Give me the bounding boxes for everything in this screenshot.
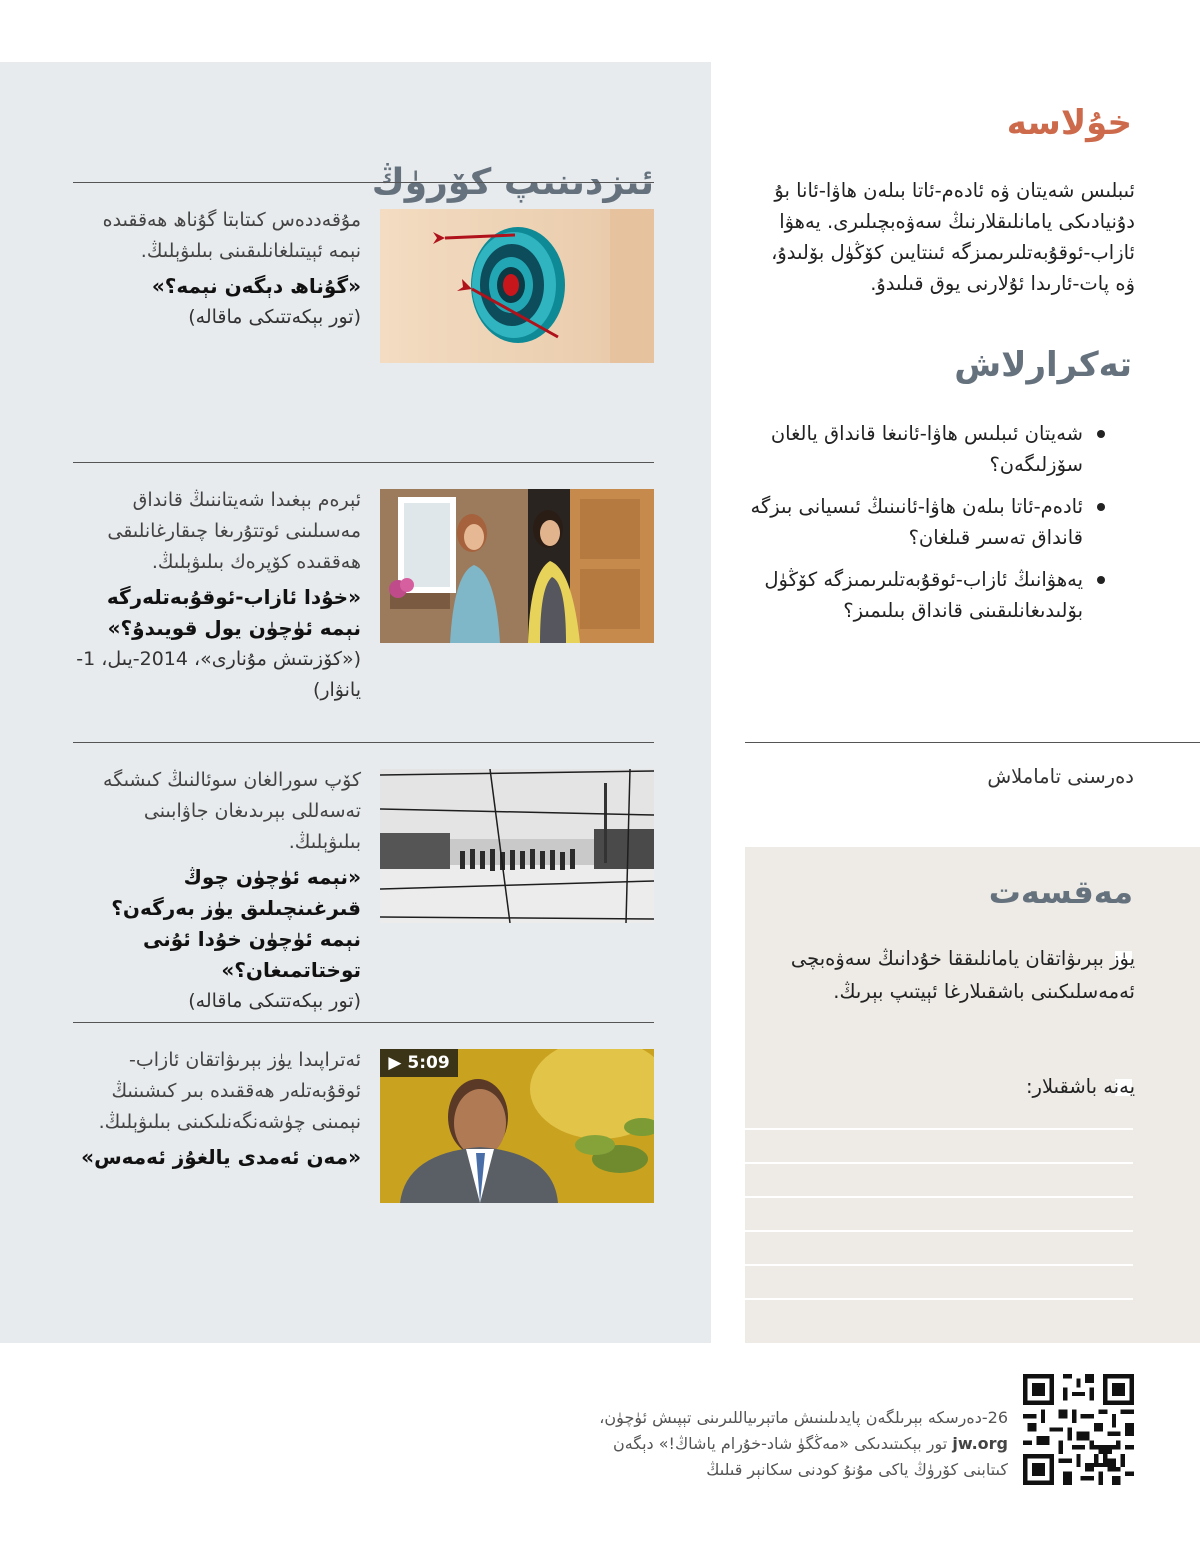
explore-item-title[interactable]: «خۇدا ئازاب-ئوقۇبەتلەرگە نېمە ئۈچۈن يول قويىدۇ؟» (106, 585, 361, 640)
explore-item-text (73, 485, 361, 706)
play-icon: ▶ (388, 1053, 402, 1073)
footer-line-2-text: تور بېكىتىدىكى «مەڭگۈ شاد-خۇرام ياشاڭ!» دېگەن (612, 1434, 948, 1453)
write-line[interactable] (745, 1196, 1133, 1198)
review-question-text: ئادەم-ئاتا بىلەن ھاۋا-ئانىنىڭ ئىسيانى بىزگە قانداق تەسىر قىلغان؟ (750, 495, 1083, 549)
explore-item-desc: كۆپ سورالغان سوئالنىڭ كىشىگە تەسەللى بېرىدىغان جاۋابىنى بىلىۋېلىڭ. (103, 769, 361, 853)
footer-line-1: 26-دەرسكە بېرىلگەن پايدىلىنىش ماتېرىياللىرىنى تېپىش ئۈچۈن، (599, 1408, 1008, 1427)
complete-lesson-label: دەرسنى تاماملاش (987, 765, 1134, 788)
jw-org-link[interactable]: jw.org (952, 1434, 1008, 1453)
explore-item[interactable] (73, 1022, 654, 1273)
bullet-icon (1097, 503, 1105, 511)
goal-heading: مەقسەت (988, 873, 1133, 911)
explore-item[interactable] (73, 462, 654, 701)
goal-item: يەنە باشقىلار: (1025, 1075, 1135, 1098)
summary-text: ئىبلىس شەيتان ۋە ئادەم-ئاتا بىلەن ھاۋا-ئانا بۇ دۇنيادىكى يامانلىقلارنىڭ سەۋەبچىلىرى. يەھۋا ئازاب-ئوقۇبەتلىرىمىزگە ئىنتايىن كۆڭۈل بۆلىدۇ، ۋە پات-ئارىدا ئۇلارنى يوق قىلىدۇ. (771, 179, 1135, 295)
write-line[interactable] (745, 1162, 1133, 1164)
review-list (745, 418, 1105, 637)
write-line[interactable] (745, 1298, 1133, 1300)
review-question (745, 564, 1105, 626)
target-image[interactable] (380, 209, 654, 363)
doorstep-image[interactable] (380, 489, 654, 643)
explore-heading: ئىزدىنىپ كۆرۈڭ (371, 162, 654, 203)
review-question (745, 491, 1105, 553)
qr-code[interactable] (1023, 1374, 1134, 1485)
goal-item: يۈز بېرىۋاتقان يامانلىققا خۇدانىڭ سەۋەبچى ئەمەسلىكىنى باشقىلارغا ئېيتىپ بېرىڭ. (790, 947, 1135, 1003)
section-divider (745, 742, 1200, 743)
explore-item-desc: ئەتراپىدا يۈز بېرىۋاتقان ئازاب-ئوقۇبەتلەر ھەققىدە بىر كىشىنىڭ نېمىنى چۈشەنگەنلىكىنى بىلىۋېلىڭ. (98, 1049, 361, 1133)
explore-item-text (73, 1045, 361, 1173)
explore-item[interactable] (73, 182, 654, 413)
explore-item-text (73, 765, 361, 1017)
review-heading: تەكرارلاش (954, 345, 1132, 385)
write-line[interactable] (745, 1230, 1133, 1232)
explore-item-title[interactable]: «مەن ئەمدى يالغۇز ئەمەس» (81, 1145, 361, 1169)
video-duration-badge (380, 1049, 458, 1077)
footer-line-3: كىتابنى كۆرۈڭ ياكى مۇنۇ كودنى سكانېر قىلىڭ (706, 1460, 1008, 1479)
review-question-text: شەيتان ئىبلىس ھاۋا-ئانىغا قانداق يالغان سۆزلىگەن؟ (770, 422, 1083, 476)
camp-photo[interactable] (380, 769, 654, 923)
explore-item-title[interactable]: «گۇناھ دېگەن نېمە؟» (151, 274, 361, 298)
bullet-icon (1097, 576, 1105, 584)
footer-line-2 (560, 1431, 1008, 1457)
explore-item-desc: ئېرەم بېغىدا شەيتاننىڭ قانداق مەسىلىنى ئوتتۇرىغا چىقارغانلىقى ھەققىدە كۆپرەك بىلىۋېلىڭ. (107, 489, 361, 573)
explore-item-desc: مۇقەددەس كىتابتا گۇناھ ھەققىدە نېمە ئېيتىلغانلىقىنى بىلىۋېلىڭ. (102, 209, 361, 262)
review-question (745, 418, 1105, 480)
explore-item[interactable] (73, 742, 654, 1012)
bullet-icon (1097, 430, 1105, 438)
write-line[interactable] (745, 1128, 1133, 1130)
write-line[interactable] (745, 1264, 1133, 1266)
video-duration: 5:09 (407, 1053, 450, 1073)
video-thumbnail[interactable] (380, 1049, 654, 1203)
explore-item-source: (تور بېكەتتىكى ماقالە) (188, 990, 361, 1012)
explore-item-source: (تور بېكەتتىكى ماقالە) (188, 306, 361, 328)
footer-instructions (560, 1405, 1008, 1483)
review-question-text: يەھۋانىڭ ئازاب-ئوقۇبەتلىرىمىزگە كۆڭۈل بۆلىدىغانلىقىنى قانداق بىلىمىز؟ (764, 568, 1083, 622)
explore-item-title[interactable]: «نېمە ئۈچۈن چوڭ قىرغىنچىلىق يۈز بەرگەن؟ نېمە ئۈچۈن خۇدا ئۇنى توختاتمىغان؟» (111, 865, 361, 982)
explore-item-text (73, 205, 361, 333)
goal-panel (745, 847, 1200, 1343)
explore-item-source: («كۆزىتىش مۇنارى»، 2014-يىل، 1-يانۋار) (76, 648, 361, 701)
summary-heading: خۇلاسە (1006, 103, 1132, 143)
explore-panel (0, 62, 711, 1343)
